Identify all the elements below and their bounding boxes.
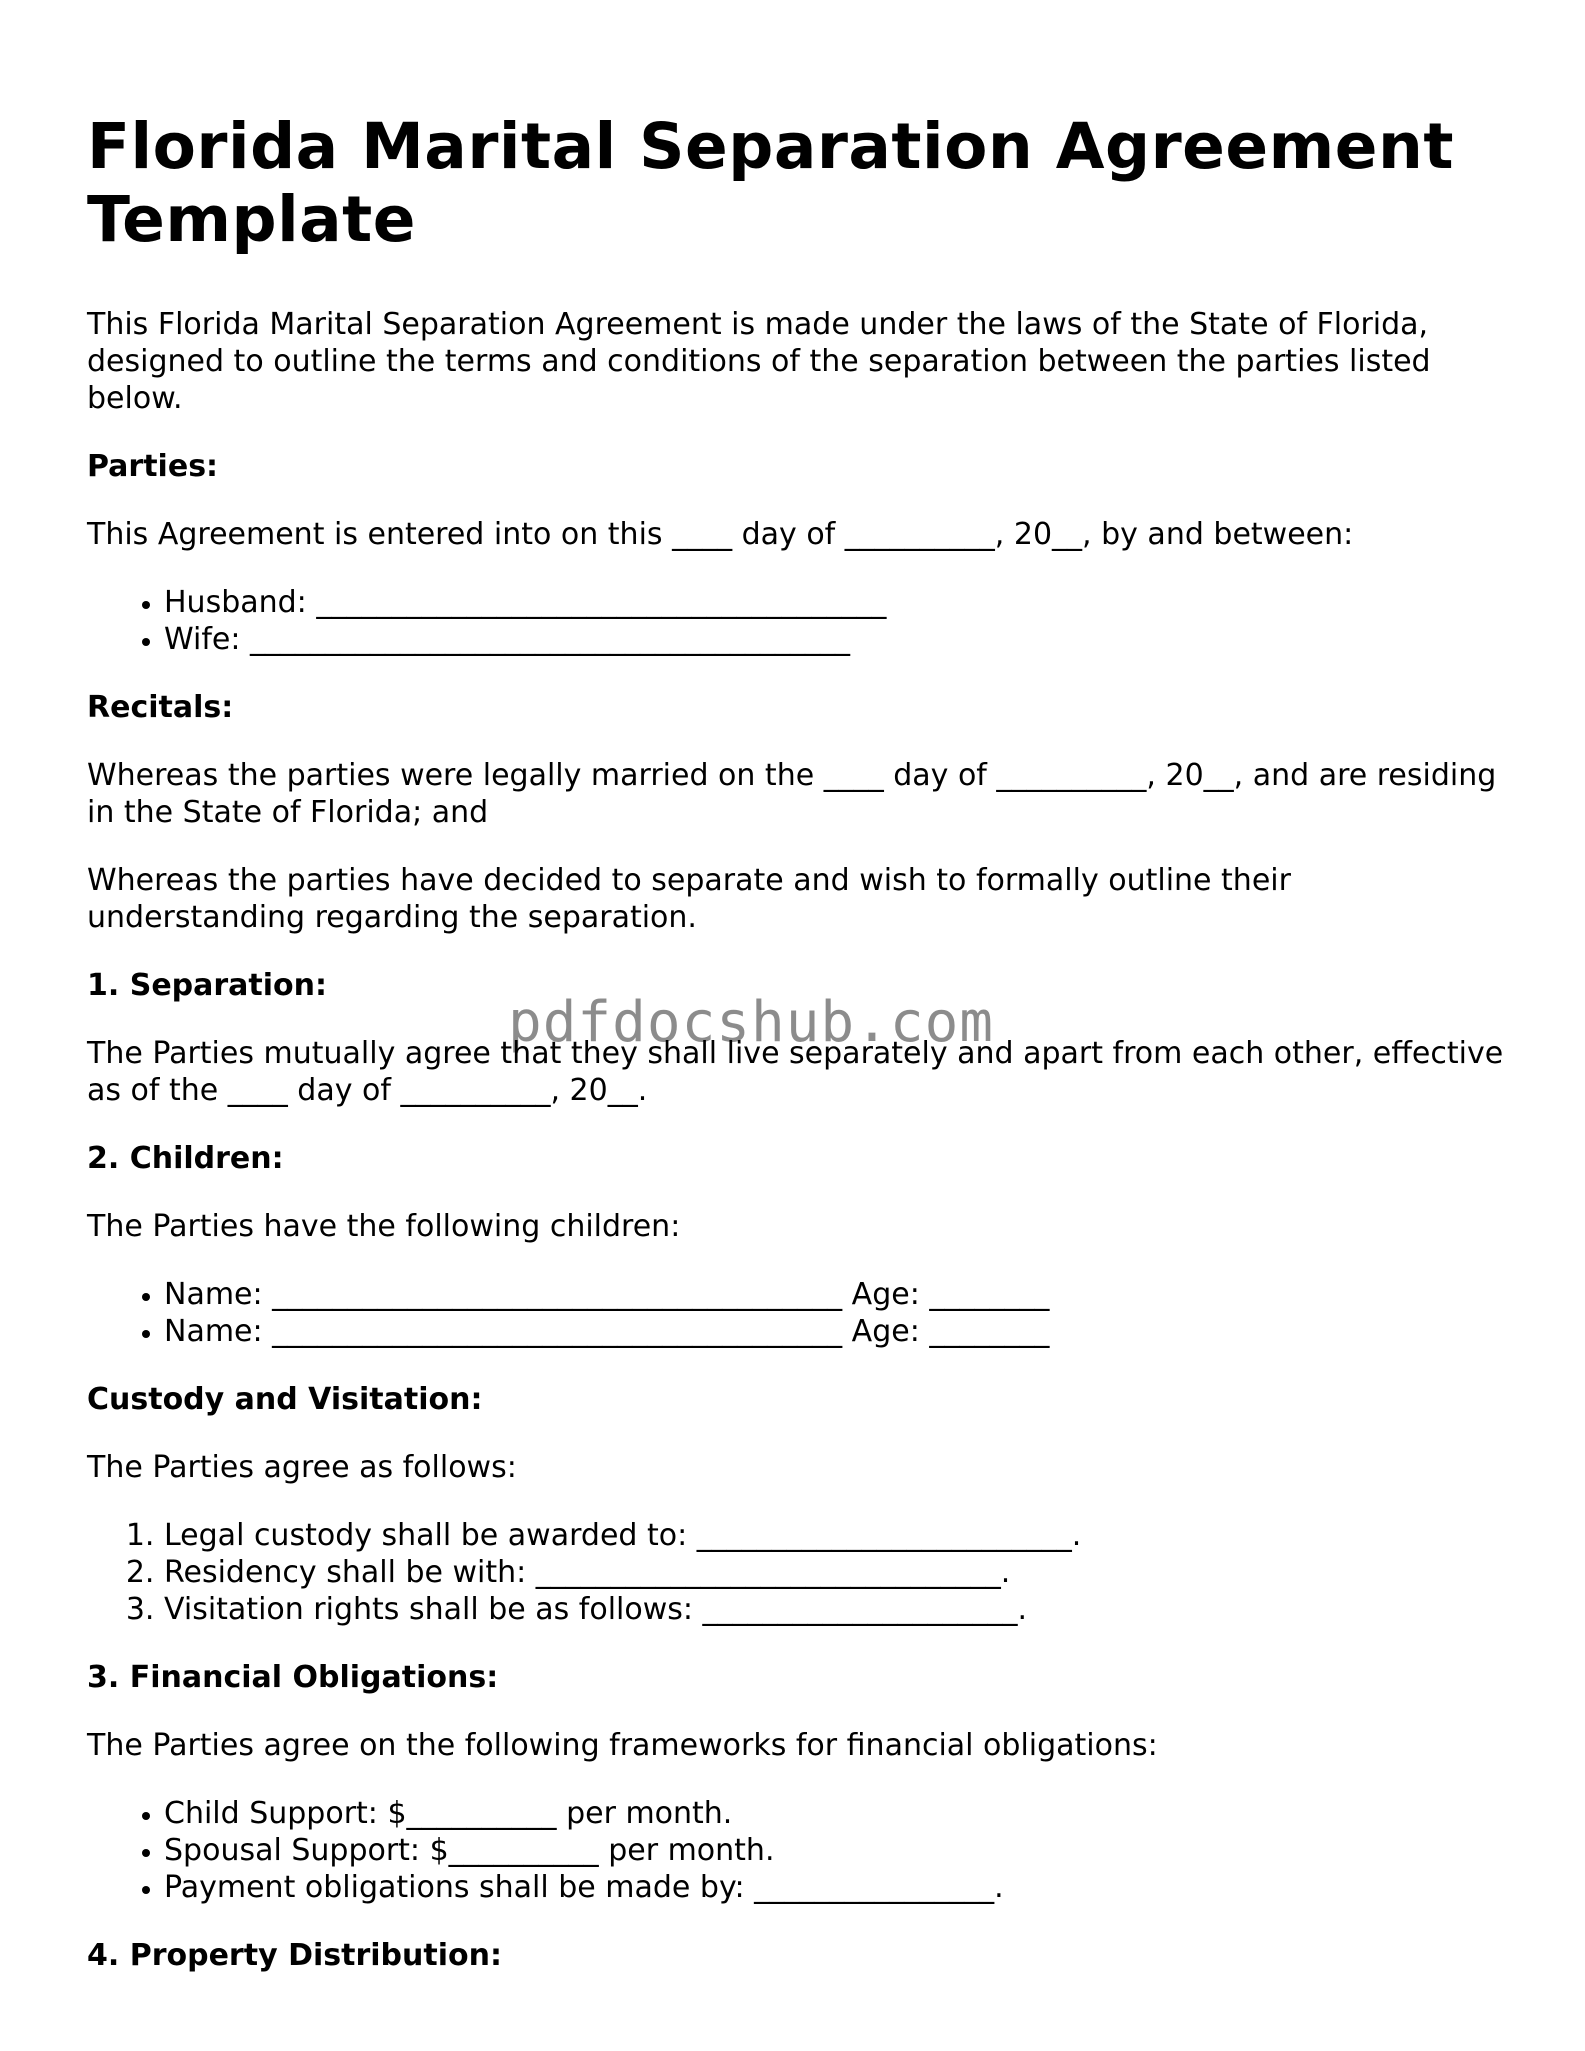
- separation-text: The Parties mutually agree that they shall live separately and apart from each other, effective as of the ____ day of __________, 20__.: [87, 1036, 1504, 1108]
- list-item: • Name: ______________________________________ Age: ________: [164, 1276, 1507, 1313]
- document-page: [87, 110, 1507, 2005]
- custody-list: [87, 1517, 1507, 1628]
- recitals-heading: Recitals:: [87, 690, 234, 725]
- list-item: • Payment obligations shall be made by: ________________.: [164, 1869, 1507, 1906]
- parties-heading: Parties:: [87, 449, 219, 484]
- list-item: • Husband: ______________________________________: [164, 584, 1507, 621]
- custody-heading: Custody and Visitation:: [87, 1382, 483, 1417]
- watermark: pdfdocshub.com: [508, 990, 995, 1055]
- list-item: 2. Residency shall be with: _______________________________.: [164, 1554, 1507, 1591]
- list-item: 1. Legal custody shall be awarded to: _________________________.: [164, 1517, 1507, 1554]
- property-heading: 4. Property Distribution:: [87, 1938, 502, 1973]
- financial-list: [87, 1795, 1507, 1906]
- list-item: 3. Visitation rights shall be as follows: _____________________.: [164, 1591, 1507, 1628]
- financial-text: The Parties agree on the following frameworks for financial obligations:: [87, 1728, 1158, 1763]
- parties-text: This Agreement is entered into on this ____ day of __________, 20__, by and between:: [87, 517, 1354, 552]
- parties-list: [87, 584, 1507, 658]
- children-heading: 2. Children:: [87, 1141, 284, 1176]
- custody-text: The Parties agree as follows:: [87, 1450, 517, 1485]
- financial-heading: 3. Financial Obligations:: [87, 1660, 499, 1695]
- list-item: • Spousal Support: $__________ per month.: [164, 1832, 1507, 1869]
- list-item: • Child Support: $__________ per month.: [164, 1795, 1507, 1832]
- separation-heading: 1. Separation:: [87, 968, 328, 1003]
- intro-paragraph: This Florida Marital Separation Agreement is made under the laws of the State of Florida, designed to outline the terms and conditions of the separation between the parties listed below.: [87, 307, 1431, 416]
- children-text: The Parties have the following children:: [87, 1209, 681, 1244]
- recitals-paragraph-1: Whereas the parties were legally married on the ____ day of __________, 20__, and are residing in the State of Florida; and: [87, 758, 1497, 830]
- recitals-paragraph-2: Whereas the parties have decided to separate and wish to formally outline their understanding regarding the separation.: [87, 863, 1291, 935]
- list-item: • Wife: ________________________________________: [164, 621, 1507, 658]
- list-item: • Name: ______________________________________ Age: ________: [164, 1313, 1507, 1350]
- children-list: [87, 1276, 1507, 1350]
- document-title: Florida Marital Separation Agreement Template: [87, 110, 1454, 256]
